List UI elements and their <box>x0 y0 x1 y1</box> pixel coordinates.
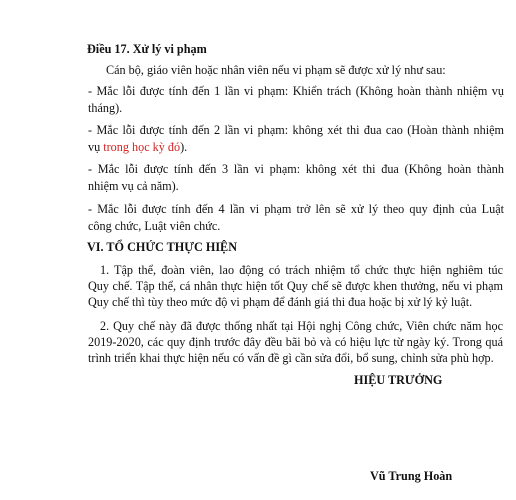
article-heading: Điều 17. Xử lý vi phạm <box>87 42 207 56</box>
paragraph-2-line-3: trình triển khai thực hiện nếu có vấn đề gì cần sửa đổi, bổ sung, chỉnh sửa phù hợp. <box>88 351 494 365</box>
item-3-line-2: nhiệm vụ cả năm). <box>88 179 179 193</box>
item-2-line-1: - Mắc lỗi được tính đến 2 lần vi phạm: không xét thi đua cao (Hoàn thành nhiệm <box>88 123 504 137</box>
signature-title: HIỆU TRƯỞNG <box>354 373 443 387</box>
paragraph-2-line-2: 2019-2020, các quy định trước đây đều bãi bỏ và có hiệu lực từ ngày ký. Trong quá <box>88 335 503 349</box>
signature-name: Vũ Trung Hoàn <box>370 469 453 483</box>
article-intro: Cán bộ, giáo viên hoặc nhân viên nếu vi phạm sẽ được xử lý như sau: <box>106 63 446 77</box>
item-2-suffix: ). <box>180 140 188 154</box>
item-4-line-1: - Mắc lỗi được tính đến 4 lần vi phạm trở lên sẽ xử lý theo quy định của Luật <box>88 202 504 216</box>
paragraph-1-line-2: Quy chế. Tập thể, cá nhân thực hiện tốt Quy chế sẽ được khen thưởng, nếu vi phạm <box>88 279 503 293</box>
section-heading: VI. TỔ CHỨC THỰC HIỆN <box>87 240 237 254</box>
item-3-line-1: - Mắc lỗi được tính đến 3 lần vi phạm: không xét thi đua (Không hoàn thành <box>88 162 504 176</box>
item-1-line-1: - Mắc lỗi được tính đến 1 lần vi phạm: Khiển trách (Không hoàn thành nhiệm vụ <box>88 84 504 98</box>
item-2-prefix: vụ <box>88 140 104 154</box>
item-4-line-2: công chức, Luật viên chức. <box>88 219 221 233</box>
item-1-line-2: tháng). <box>88 101 123 115</box>
paragraph-1-line-1: 1. Tập thể, đoàn viên, lao động có trách nhiệm tổ chức thực hiện nghiêm túc <box>100 263 503 277</box>
paragraph-2-line-1: 2. Quy chế này đã được thống nhất tại Hội nghị Công chức, Viên chức năm học <box>100 319 503 333</box>
item-2-line-2 <box>88 140 187 155</box>
highlighted-text: trong học kỳ đó <box>103 140 181 154</box>
paragraph-1-line-3: Quy chế thì tùy theo mức độ vi phạm để đánh giá thi đua hoặc bị xử lý kỷ luật. <box>88 295 473 309</box>
